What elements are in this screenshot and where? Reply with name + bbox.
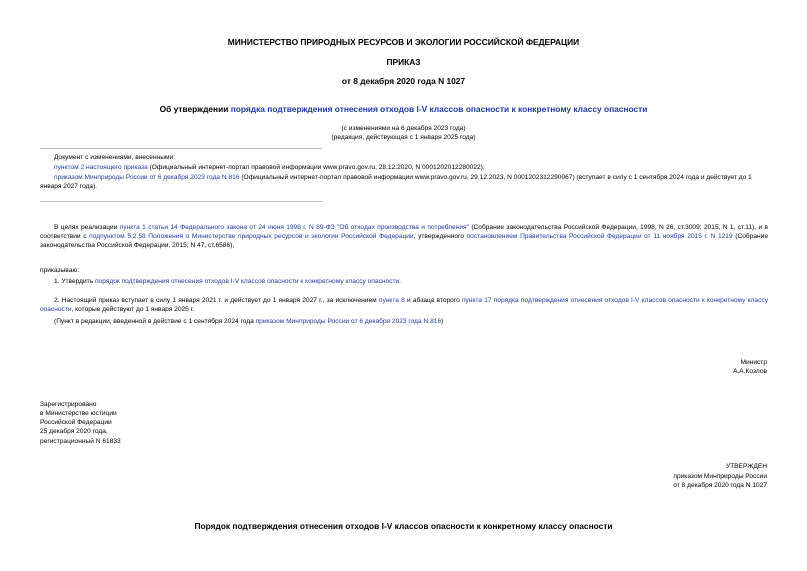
order-item-2-text-1: 2. Настоящий приказ вступает в силу 1 января 2021 г. и действует до 1 января 2027 г., за исключением bbox=[54, 297, 379, 304]
preamble-paragraph bbox=[40, 224, 768, 251]
signature-name: А.А.Козлов bbox=[733, 368, 767, 375]
preamble-link-law[interactable]: пункта 1 статьи 14 Федерального закона от 24 июня 1998 г. N 89-ФЗ "Об отходах производства и потребления" bbox=[119, 224, 469, 231]
order-item-2-text-2: и абзаца второго bbox=[404, 297, 462, 304]
order-item-1 bbox=[54, 278, 401, 287]
order-item-2-note-end: ) bbox=[441, 318, 444, 325]
top-divider bbox=[40, 148, 322, 149]
changes-item-1 bbox=[54, 164, 485, 173]
doc-title-link[interactable]: порядка подтверждения отнесения отходов I-V классов опасности к конкретному классу опасности bbox=[230, 104, 648, 114]
appendix-title: Порядок подтверждения отнесения отходов I-V классов опасности к конкретному классу опасности bbox=[194, 521, 613, 531]
doc-type-heading: ПРИКАЗ bbox=[386, 57, 421, 67]
order-item-2-link-p17[interactable]: пункта 17 порядка подтверждения отнесения отходов I-V классов опасности к конкретному классу опасности bbox=[40, 297, 768, 313]
preamble-text-4: (Собрание законодательства Российской Федерации, 2015, N 47, ст.6586), bbox=[40, 232, 768, 249]
preamble-text-2: (Собрание законодательства Российской Федерации, 1998, N 26, ст.3009; 2015, N 1, ст.11), и в соответствии с bbox=[40, 224, 768, 240]
changes-item-2 bbox=[40, 174, 768, 192]
changes-item-1-link[interactable]: пунктом 2 настоящего приказа bbox=[54, 164, 148, 171]
order-item-2-note-text: (Пункт в редакции, введенной в действие с 1 сентября 2024 года bbox=[54, 318, 256, 325]
preamble-text-1: В целях реализации bbox=[54, 224, 120, 231]
approved-line-1: УТВЕРЖДЕН bbox=[725, 463, 767, 470]
registration-line-4: 25 декабря 2020 года, bbox=[40, 428, 108, 435]
preamble-link-regulation[interactable]: подпунктом 5.2.58 Положения о Министерстве природных ресурсов и экологии Российской Федерации bbox=[89, 232, 414, 240]
preamble-link-decree[interactable]: постановлением Правительства Российской Федерации от 11 ноября 2015 г. N 1219 bbox=[466, 232, 733, 240]
changes-item-2-link[interactable]: приказом Минприроды России от 6 декабря 2023 года N 816 bbox=[54, 174, 240, 181]
registration-line-5: регистрационный N 61833 bbox=[40, 438, 121, 445]
order-item-2-link-p8[interactable]: пункта 8 bbox=[378, 297, 405, 304]
changes-note: (с изменениями на 6 декабря 2023 года) bbox=[341, 125, 466, 132]
registration-line-3: Российской Федерации bbox=[40, 419, 112, 426]
approved-line-3: от 8 декабря 2020 года N 1027 bbox=[673, 482, 767, 489]
edition-note: (редакция, действующая с 1 января 2025 года) bbox=[331, 134, 476, 141]
changes-item-2-text: (Официальный интернет-портал правовой информации www.pravo.gov.ru, 29.12.2023, N 0001202312290067) (вступает в силу с 1 сентября 2024 года и действует до 1 января 2027 года). bbox=[40, 174, 752, 190]
bottom-divider bbox=[40, 201, 322, 202]
changes-item-1-text: (Официальный интернет-портал правовой информации www.pravo.gov.ru, 28.12.2020, N 0001202012280022); bbox=[147, 164, 485, 171]
changes-intro: Документ с изменениями, внесенными: bbox=[54, 154, 176, 161]
ministry-heading: МИНИСТЕРСТВО ПРИРОДНЫХ РЕСУРСОВ И ЭКОЛОГИИ РОССИЙСКОЙ ФЕДЕРАЦИИ bbox=[227, 37, 580, 47]
approved-line-2: приказом Минприроды России bbox=[673, 473, 767, 480]
order-item-2-note-link[interactable]: приказом Минприроды России от 6 декабря 2023 года N 816 bbox=[255, 318, 442, 325]
order-item-2-note bbox=[54, 318, 443, 327]
order-item-2-text-3: , которые действуют до 1 января 2025 г. bbox=[71, 305, 195, 313]
doc-title bbox=[0, 104, 807, 115]
preamble-text-3: , утвержденного bbox=[413, 232, 467, 240]
order-word: приказываю: bbox=[40, 267, 80, 274]
order-item-1-link[interactable]: порядок подтверждения отнесения отходов I-V классов опасности к конкретному классу опасности bbox=[94, 278, 400, 285]
registration-line-1: Зарегистрировано bbox=[40, 401, 97, 408]
doc-title-prefix: Об утверждении bbox=[159, 104, 231, 114]
registration-line-2: в Министерстве юстиции bbox=[40, 410, 117, 417]
order-item-1-end: . bbox=[399, 278, 402, 285]
doc-date-number: от 8 декабря 2020 года N 1027 bbox=[341, 76, 466, 86]
order-item-2 bbox=[40, 297, 768, 315]
order-item-1-text: 1. Утвердить bbox=[54, 278, 95, 285]
signature-position: Министр bbox=[740, 359, 767, 366]
